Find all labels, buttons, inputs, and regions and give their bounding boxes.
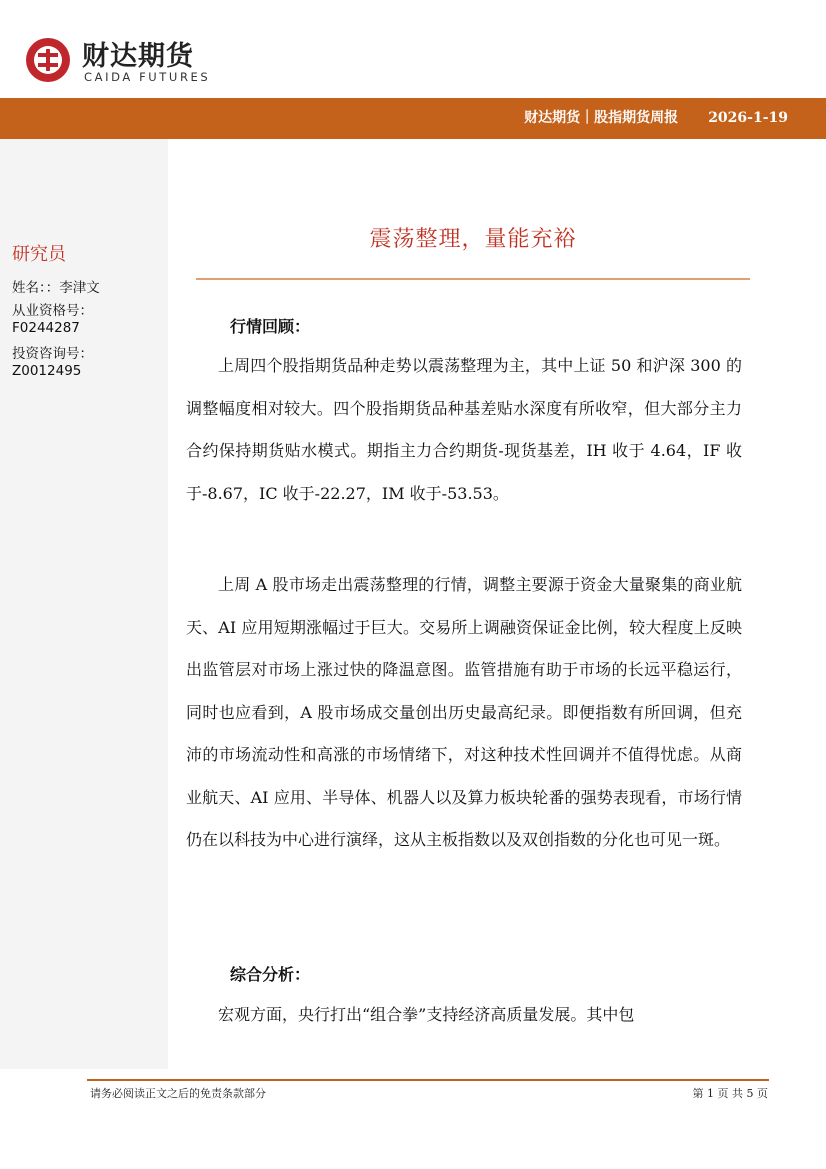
header-date: 2026-1-19 [708,110,788,126]
paragraph-2-text: 上周 A 股市场走出震荡整理的行情，调整主要源于资金大量聚集的商业航天、AI 应用短期涨幅过于巨大。交易所上调融资保证金比例，较大程度上反映出监管层对市场上涨过快的降温意图。监管措施有助于市场的长远平稳运行，同时也应看到，A 股市场成交量创出历史最高纪录。即便指数有所回调，但充沛的市场流动性和高涨的市场情绪下，对这种技术性回调并不值得忧虑。从商业航天、AI 应用、半导体、机器人以及算力板块轮番的强势表现看，市场行情仍在以科技为中心进行演绎，这从主板指数以及双创指数的分化也可见一斑。 [186,575,742,849]
header-title: 财达期货｜股指期货周报 [524,110,679,126]
report-title: 震荡整理，量能充裕 [369,227,577,252]
section-heading-analysis: 综合分析： [230,965,311,984]
footer-disclaimer: 请务必阅读正文之后的免责条款部分 [90,1087,266,1100]
qualification-number: F0244287 [12,320,80,336]
page-number: 第 1 页 共 5 页 [692,1087,768,1100]
consult-number: Z0012495 [12,363,82,379]
paragraph-1-text: 上周四个股指期货品种走势以震荡整理为主，其中上证 50 和沪深 300 的调整幅度相对较大。四个股指期货品种基差贴水深度有所收窄，但大部分主力合约保持期货贴水模式。期指主力合约期货-现货基差，IH 收于 4.64，IF 收于-8.67，IC 收于-22.27，IM 收于-53.53。 [186,356,742,503]
consult-label: 投资咨询号： [12,346,93,362]
header-text [524,98,788,139]
qualification-label: 从业资格号： [12,303,93,319]
paragraph-3-text: 宏观方面，央行打出“组合拳”支持经济高质量发展。其中包 [218,1005,635,1024]
analyst-name: 姓名：：李津文 [12,280,100,296]
paragraph-3 [186,994,742,1037]
footer-divider [87,1079,769,1081]
sidebar-title: 研究员 [12,244,66,265]
paragraph-2 [186,564,742,862]
header-band [0,98,826,139]
brand-name-cn: 财达期货 [82,41,194,72]
paragraph-1 [186,345,742,515]
brand-name-en: CAIDA FUTURES [84,70,211,84]
caida-logo-icon [24,36,72,84]
company-logo [24,32,224,88]
title-divider [196,278,750,280]
section-heading-review: 行情回顾： [230,317,311,336]
